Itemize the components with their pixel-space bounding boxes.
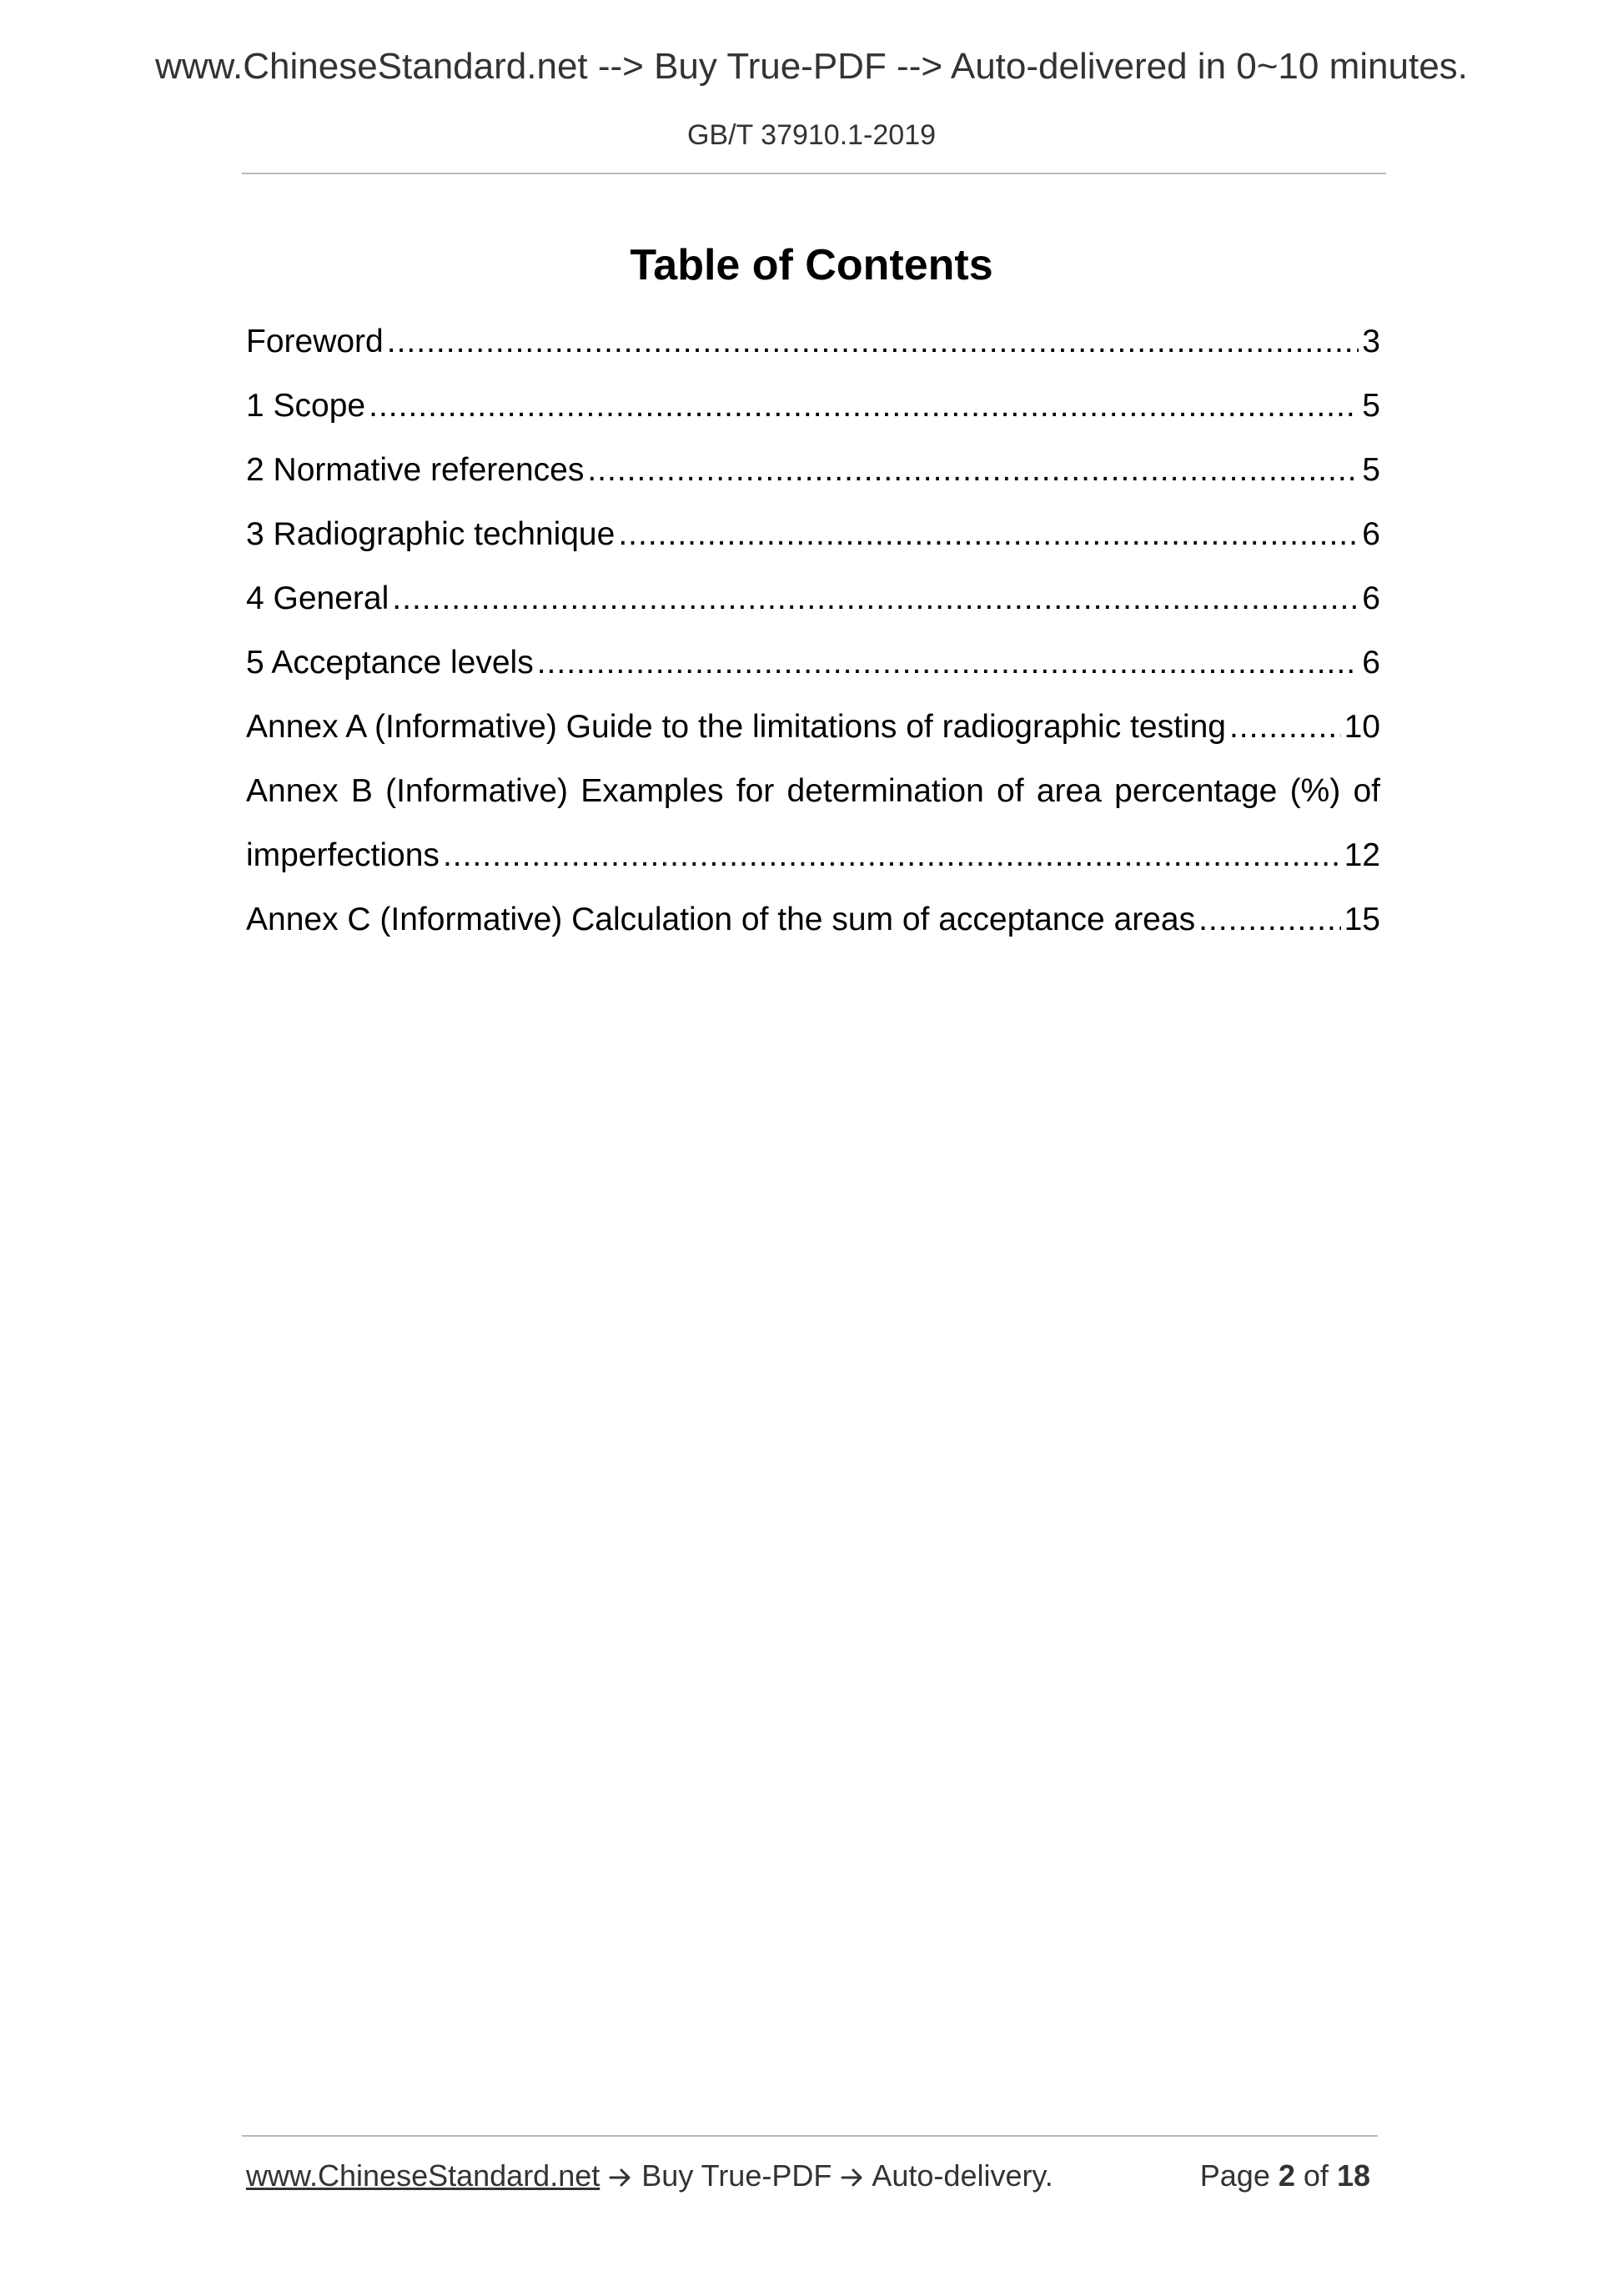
toc-entry-annex-b[interactable] (246, 759, 1380, 887)
toc-entry-label: Foreword (246, 324, 384, 359)
toc-entry-annex-c[interactable] (246, 887, 1380, 952)
page-label: Page (1199, 2158, 1270, 2193)
toc-leader-dots (387, 309, 1359, 374)
toc-entry-page: 3 (1362, 324, 1380, 359)
toc-entry-foreword[interactable] (246, 309, 1380, 374)
right-arrow-icon (608, 2158, 641, 2193)
right-arrow-icon (840, 2158, 872, 2193)
toc-entry-page: 6 (1362, 580, 1380, 616)
footer-promo (246, 2155, 1053, 2197)
page-number (1200, 2155, 1370, 2197)
toc-entry-label: Annex C (Informative) Calculation of the sum of acceptance areas (246, 902, 1196, 937)
toc-entry-page: 5 (1362, 388, 1380, 424)
toc-entry-label: 5 Acceptance levels (246, 645, 534, 681)
toc-entry-page: 6 (1362, 645, 1380, 681)
table-of-contents (246, 309, 1380, 952)
footer-site-link[interactable]: www.ChineseStandard.net (246, 2158, 600, 2193)
header-divider (242, 173, 1386, 174)
page-total: 18 (1336, 2158, 1370, 2193)
page-of: of (1303, 2158, 1329, 2193)
toc-entry-acceptance-levels[interactable] (246, 631, 1380, 695)
toc-entry-page: 5 (1362, 452, 1380, 488)
toc-title: Table of Contents (630, 241, 993, 289)
toc-entry-label: 3 Radiographic technique (246, 516, 616, 552)
document-code: GB/T 37910.1-2019 (686, 119, 937, 151)
toc-entry-general[interactable] (246, 566, 1380, 631)
footer-divider (242, 2135, 1378, 2137)
toc-leader-dots (1198, 887, 1341, 952)
toc-entry-page: 6 (1362, 516, 1380, 552)
footer-buy-text: Buy True-PDF (641, 2158, 832, 2193)
toc-leader-dots (392, 566, 1359, 631)
toc-leader-dots (587, 438, 1359, 502)
toc-entry-page: 12 (1344, 837, 1380, 873)
footer-delivery-text: Auto-delivery. (872, 2158, 1053, 2193)
toc-leader-dots (443, 823, 1341, 887)
toc-leader-dots (537, 631, 1359, 695)
toc-entry-label: Annex A (Informative) Guide to the limitations of radiographic testing (246, 709, 1226, 745)
toc-entry-page: 10 (1344, 709, 1380, 745)
toc-entry-annex-a[interactable] (246, 695, 1380, 759)
page-footer (246, 2155, 1380, 2197)
toc-leader-dots (618, 502, 1359, 566)
toc-entry-normative-references[interactable] (246, 438, 1380, 502)
toc-leader-dots (1229, 695, 1341, 759)
toc-entry-label: 4 General (246, 580, 389, 616)
toc-entry-label: 2 Normative references (246, 452, 585, 488)
page-current: 2 (1278, 2158, 1295, 2193)
toc-entry-label-line1: Annex B (Informative) Examples for determination of area percentage (%) of (246, 773, 1380, 809)
toc-leader-dots (369, 374, 1359, 438)
toc-entry-radiographic-technique[interactable] (246, 502, 1380, 566)
toc-entry-page: 15 (1344, 902, 1380, 937)
toc-entry-label-line2: imperfections (246, 837, 440, 873)
toc-entry-scope[interactable] (246, 374, 1380, 438)
top-banner: www.ChineseStandard.net --> Buy True-PDF --> Auto-delivered in 0~10 minutes. (155, 46, 1468, 87)
toc-entry-label: 1 Scope (246, 388, 366, 424)
